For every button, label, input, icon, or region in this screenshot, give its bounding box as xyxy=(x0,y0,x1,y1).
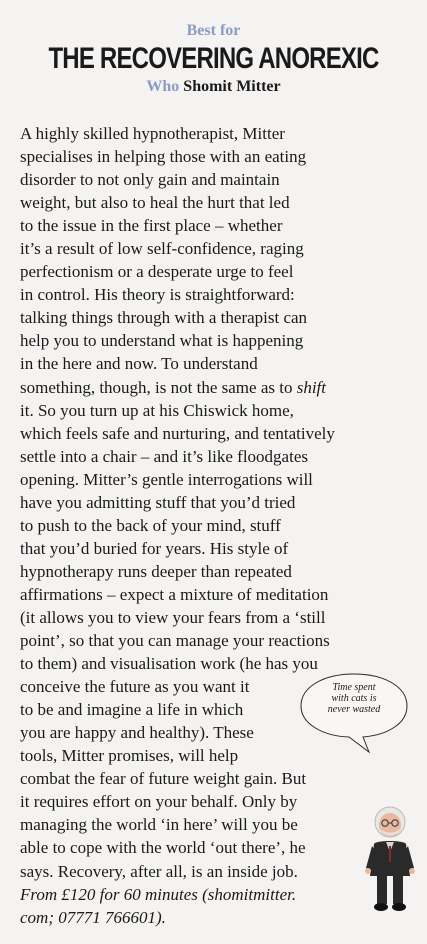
price-info: From £120 for 60 minutes (shomitmitter. xyxy=(20,884,297,904)
body-line: opening. Mitter’s gentle interrogations will xyxy=(20,469,313,489)
body-line: (it allows you to view your fears from a ‘still xyxy=(20,607,326,627)
body-line: affirmations – expect a mixture of meditation xyxy=(20,584,329,604)
body-line: hypnotherapy runs deeper than repeated xyxy=(20,561,292,581)
bubble-line: with cats is xyxy=(331,693,377,704)
practitioner-name: Shomit Mitter xyxy=(183,78,281,95)
body-line: weight, but also to heal the hurt that led xyxy=(20,193,290,213)
body-line: managing the world ‘in here’ will you be xyxy=(20,815,298,835)
price-line xyxy=(20,883,420,906)
body-line: to them) and visualisation work (he has you xyxy=(20,654,318,674)
body-line: A highly skilled hypnotherapist, Mitter xyxy=(20,124,285,143)
body-line: in the here and now. To understand xyxy=(20,354,258,374)
body-line: able to cope with the world ‘out there’, he xyxy=(20,838,306,858)
toy-figure-icon xyxy=(364,804,416,914)
body-line: which feels safe and nurturing, and tentatively xyxy=(20,423,335,443)
body-line: point’, so that you can manage your reactions xyxy=(20,631,330,651)
body-line: you are happy and healthy). These xyxy=(20,723,254,743)
body-line xyxy=(20,376,420,399)
body-line: settle into a chair – and it’s like floodgates xyxy=(20,446,308,466)
body-line: it. So you turn up at his Chiswick home, xyxy=(20,400,294,420)
article-header xyxy=(0,20,427,97)
article-body xyxy=(20,122,420,929)
bubble-line: never wasted xyxy=(327,704,381,715)
body-line: perfectionism or a desperate urge to feel xyxy=(20,262,294,282)
body-line: to be and imagine a life in which xyxy=(20,700,244,720)
body-line: help you to understand what is happening xyxy=(20,331,304,351)
body-line: to the issue in the first place – whether xyxy=(20,216,283,236)
body-line: combat the fear of future weight gain. But xyxy=(20,769,307,789)
body-line-text: something, though, is not the same as to xyxy=(20,377,293,397)
emphasis-shift: shift xyxy=(296,377,326,397)
body-line: to push to the back of your mind, stuff xyxy=(20,515,281,535)
kicker: Best for xyxy=(186,22,241,39)
bubble-caption xyxy=(309,682,399,715)
body-line: it requires effort on your behalf. Only by xyxy=(20,792,298,812)
speech-bubble xyxy=(299,672,409,744)
toy-figure-illustration xyxy=(364,804,416,914)
body-line: disorder to not only gain and maintain xyxy=(20,170,280,190)
body-line: tools, Mitter promises, will help xyxy=(20,746,239,766)
body-line: have you admitting stuff that you’d tried xyxy=(20,492,296,512)
body-line: talking things through with a therapist can xyxy=(20,308,308,328)
byline xyxy=(0,77,427,97)
body-line: says. Recovery, after all, is an inside job. xyxy=(20,861,298,881)
body-line: in control. His theory is straightforward: xyxy=(20,285,295,305)
contact-info: com; 07771 766601). xyxy=(20,907,166,927)
body-line: it’s a result of low self-confidence, raging xyxy=(20,239,304,259)
article-title: THE RECOVERING ANOREXIC xyxy=(48,42,379,75)
bubble-line: Time spent xyxy=(332,682,376,693)
body-line: that you’d buried for years. His style of xyxy=(20,538,289,558)
who-label: Who xyxy=(146,78,180,95)
contact-line xyxy=(20,906,420,929)
body-line: specialises in helping those with an eating xyxy=(20,147,307,167)
body-line: conceive the future as you want it xyxy=(20,677,250,697)
